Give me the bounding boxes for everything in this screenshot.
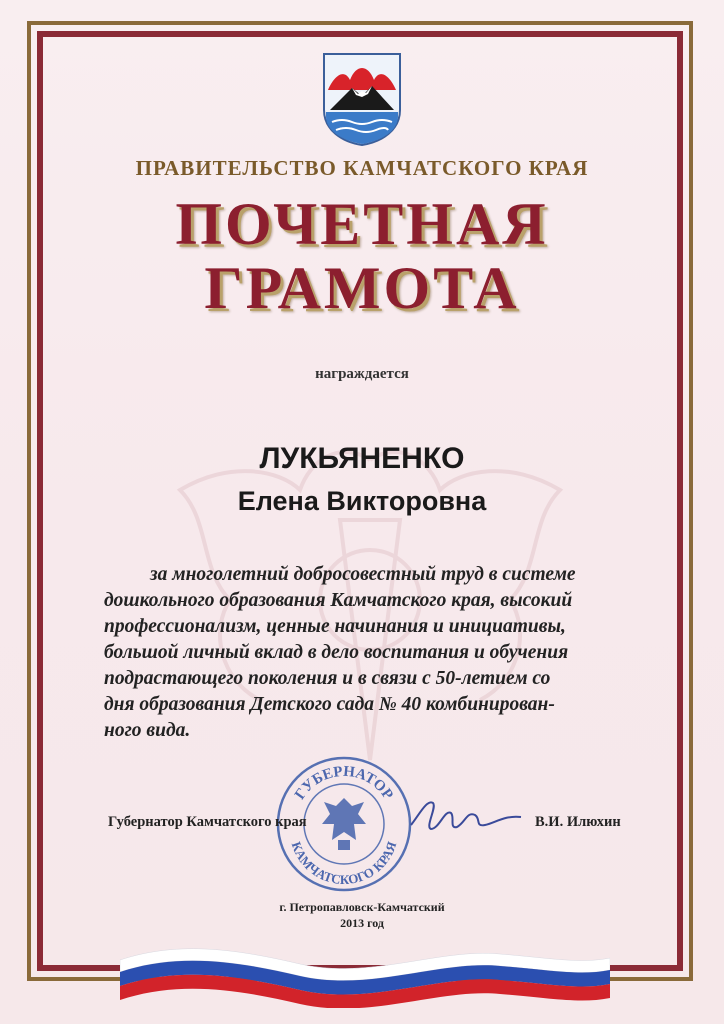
award-text-line: дошкольного образования Камчатского края, высокий xyxy=(104,590,573,611)
signer-name: В.И. Илюхин xyxy=(535,814,621,830)
signature-position: Губернатор Камчатского края xyxy=(108,814,307,830)
award-text-line: дня образования Детского сада № 40 комбинирован- xyxy=(104,694,555,715)
government-name: ПРАВИТЕЛЬСТВО КАМЧАТСКОГО КРАЯ xyxy=(135,156,589,180)
awarded-label: награждается xyxy=(315,366,409,382)
certificate-title-line2: ГРАМОТА xyxy=(204,255,520,321)
kamchatka-coat-of-arms-icon xyxy=(322,50,402,146)
stamp-bottom-text: КАМЧАТСКОГО КРАЯ xyxy=(288,839,400,888)
city: г. Петропавловск-Камчатский xyxy=(279,900,445,914)
year: 2013 год xyxy=(340,916,384,930)
award-text-line: профессионализм, ценные начинания и инициативы, xyxy=(104,616,566,637)
recipient-name: Елена Викторовна xyxy=(237,486,487,516)
russian-flag-ribbon-icon xyxy=(120,940,610,1008)
award-text-line: за многолетний добросовестный труд в системе xyxy=(150,564,576,585)
award-text-line: подрастающего поколения и в связи с 50-летием со xyxy=(104,668,551,689)
award-text-line: большой личный вклад в дело воспитания и обучения xyxy=(104,642,569,663)
stamp-top-text: ГУБЕРНАТОР xyxy=(292,763,396,803)
award-text xyxy=(104,562,634,744)
handwritten-signature xyxy=(405,785,525,845)
recipient-surname: ЛУКЬЯНЕНКО xyxy=(259,442,465,475)
award-text-line: ного вида. xyxy=(104,720,191,741)
certificate-title-line1: ПОЧЕТНАЯ xyxy=(175,191,549,257)
